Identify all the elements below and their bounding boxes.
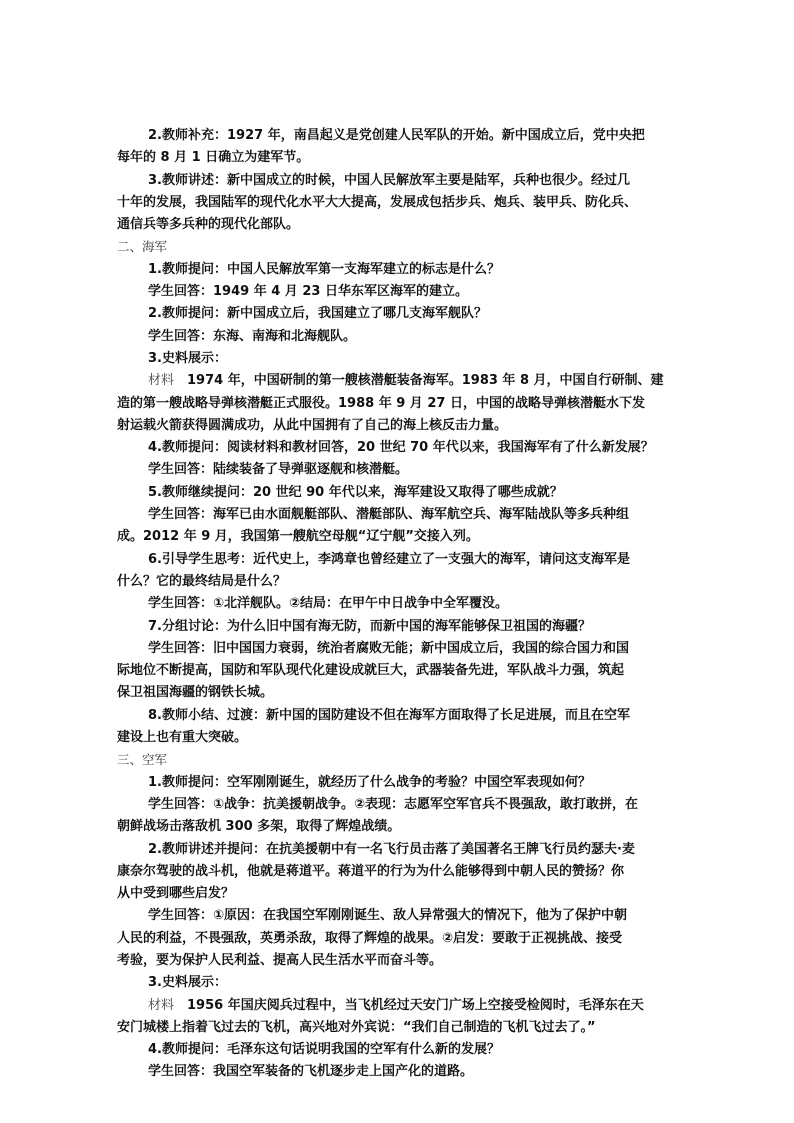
line-text: 际地位不断提高，国防和军队现代化建设成就巨大，武器装备先进，军队战斗力强，筑起	[117, 663, 625, 679]
text-line	[117, 593, 683, 615]
line-text: 保卫祖国海疆的钢铁长城。	[117, 685, 274, 701]
line-text: 安门城楼上指着飞过去的飞机，高兴地对外宾说：“我们自己制造的飞机飞过去了。”	[117, 1019, 596, 1035]
text-line	[117, 482, 683, 504]
line-text: 1974 年，中国研制的第一艘核潜艇装备海军。1983 年 8 月，中国自行研制、建	[174, 373, 664, 389]
text-line	[117, 549, 683, 571]
line-text: 4.教师提问：毛泽东这句话说明我国的空军有什么新的发展？	[148, 1042, 500, 1058]
text-line	[117, 839, 683, 861]
document-body	[117, 125, 683, 1084]
text-line	[117, 393, 683, 415]
text-line	[117, 437, 683, 459]
line-text: 学生回答：①北洋舰队。②结局：在甲午中日战争中全军覆没。	[148, 596, 509, 612]
line-text: 2.教师讲述并提问：在抗美援朝中有一名飞行员击落了美国著名王牌飞行员约瑟夫·麦	[148, 841, 635, 857]
text-line	[117, 638, 683, 660]
line-text: 学生回答：旧中国国力衰弱，统治者腐败无能；新中国成立后，我国的综合国力和国	[148, 640, 630, 656]
text-line	[117, 928, 683, 950]
line-text: 7.分组讨论：为什么旧中国有海无防，而新中国的海军能够保卫祖国的海疆？	[148, 618, 591, 634]
material-label: 材料	[148, 997, 175, 1013]
text-line	[117, 682, 683, 704]
line-text: 学生回答：1949 年 4 月 23 日华东军区海军的建立。	[148, 284, 468, 300]
text-line	[117, 972, 683, 994]
line-text: 6.引导学生思考：近代史上，李鸿章也曾经建立了一支强大的海军，请问这支海军是	[148, 551, 630, 567]
airforce-section	[117, 772, 683, 1084]
line-text: 1.教师提问：空军刚刚诞生，就经历了什么战争的考验？中国空军表现如何？	[148, 774, 591, 790]
line-text: 造的第一艘战略导弹核潜艇正式服役。1988 年 9 月 27 日，中国的战略导弹核潜艇水下发	[117, 395, 645, 411]
line-text: 1956 年国庆阅兵过程中，当飞机经过天安门广场上空接受检阅时，毛泽东在天	[174, 997, 644, 1013]
line-text: 2.教师补充：1927 年，南昌起义是党创建人民军队的开始。新中国成立后，党中央把	[148, 128, 645, 143]
line-text: 学生回答：陆续装备了导弹驱逐舰和核潜艇。	[148, 462, 409, 478]
line-text: 通信兵等多兵种的现代化部队。	[117, 217, 300, 233]
line-text: 5.教师继续提问：20 世纪 90 年代以来，海军建设又取得了哪些成就？	[148, 484, 563, 500]
line-text: 学生回答：①原因：在我国空军刚刚诞生、敌人异常强大的情况下，他为了保护中朝	[148, 908, 628, 924]
line-text: 学生回答：我国空军装备的飞机逐步走上国产化的道路。	[148, 1064, 474, 1080]
line-text: 什么？它的最终结局是什么？	[117, 573, 287, 589]
line-text: 朝鲜战场击落敌机 300 多架，取得了辉煌战绩。	[117, 819, 401, 835]
text-line	[117, 459, 683, 481]
line-text: 人民的利益，不畏强敌，英勇杀敌，取得了辉煌的战果。②启发：要敢于正视挑战、接受	[117, 930, 623, 946]
line-text: 3.教师讲述：新中国成立的时候，中国人民解放军主要是陆军，兵种也很少。经过几	[148, 172, 630, 188]
army-section-continued	[117, 125, 683, 236]
text-line	[117, 348, 683, 370]
line-text: 3.史料展示：	[148, 975, 227, 991]
text-line	[117, 192, 683, 214]
navy-section	[117, 259, 683, 750]
text-line	[117, 170, 683, 192]
text-line	[117, 303, 683, 325]
line-text: 射运载火箭获得圆满成功，从此中国拥有了自己的海上核反击力量。	[117, 417, 508, 433]
line-text: 从中受到哪些启发？	[117, 886, 235, 902]
text-line	[117, 660, 683, 682]
line-text: 考验，要为保护人民利益、提高人民生活水平而奋斗等。	[117, 952, 443, 968]
line-text: 康奈尔驾驶的战斗机，他就是蒋道平。蒋道平的行为为什么能够得到中朝人民的赞扬？你	[117, 863, 625, 879]
line-text: 学生回答：海军已由水面舰艇部队、潜艇部队、海军航空兵、海军陆战队等多兵种组	[148, 507, 630, 523]
line-text: 每年的 8 月 1 日确立为建军节。	[117, 150, 310, 166]
line-text: 4.教师提问：阅读材料和教材回答，20 世纪 70 年代以来，我国海军有了什么新发展？	[148, 440, 654, 456]
text-line	[117, 905, 683, 927]
text-line	[117, 816, 683, 838]
line-text: 3.史料展示：	[148, 350, 227, 366]
text-line	[117, 705, 683, 727]
text-line	[117, 571, 683, 593]
text-line	[117, 504, 683, 526]
text-line	[117, 995, 683, 1017]
text-line	[117, 861, 683, 883]
line-text: 1.教师提问：中国人民解放军第一支海军建立的标志是什么？	[148, 261, 500, 277]
text-line	[117, 214, 683, 236]
text-line	[117, 125, 683, 147]
text-line	[117, 326, 683, 348]
text-line	[117, 950, 683, 972]
text-line	[117, 415, 683, 437]
text-line	[117, 281, 683, 303]
text-line	[117, 526, 683, 548]
text-line	[117, 727, 683, 749]
material-label: 材料	[148, 373, 175, 389]
line-text: 2.教师提问：新中国成立后，我国建立了哪几支海军舰队？	[148, 306, 487, 322]
airforce-section-heading: 三、空军	[117, 752, 168, 768]
line-text: 建设上也有重大突破。	[117, 730, 248, 746]
text-line	[117, 1017, 683, 1039]
line-text: 学生回答：①战争：抗美援朝战争。②表现：志愿军空军官兵不畏强敌，敢打敢拼，在	[148, 796, 639, 812]
text-line	[117, 1039, 683, 1061]
text-line	[117, 794, 683, 816]
text-line	[117, 370, 683, 392]
text-line	[117, 883, 683, 905]
line-text: 学生回答：东海、南海和北海舰队。	[148, 328, 357, 344]
text-line	[117, 259, 683, 281]
line-text: 成。2012 年 9 月，我国第一艘航空母舰“辽宁舰”交接入列。	[117, 529, 479, 545]
text-line	[117, 772, 683, 794]
line-text: 8.教师小结、过渡：新中国的国防建设不但在海军方面取得了长足进展，而且在空军	[148, 707, 630, 723]
text-line	[117, 147, 683, 169]
navy-section-heading: 二、海军	[117, 239, 168, 255]
text-line	[117, 1061, 683, 1083]
line-text: 十年的发展，我国陆军的现代化水平大大提高，发展成包括步兵、炮兵、装甲兵、防化兵、	[117, 194, 638, 210]
text-line	[117, 616, 683, 638]
